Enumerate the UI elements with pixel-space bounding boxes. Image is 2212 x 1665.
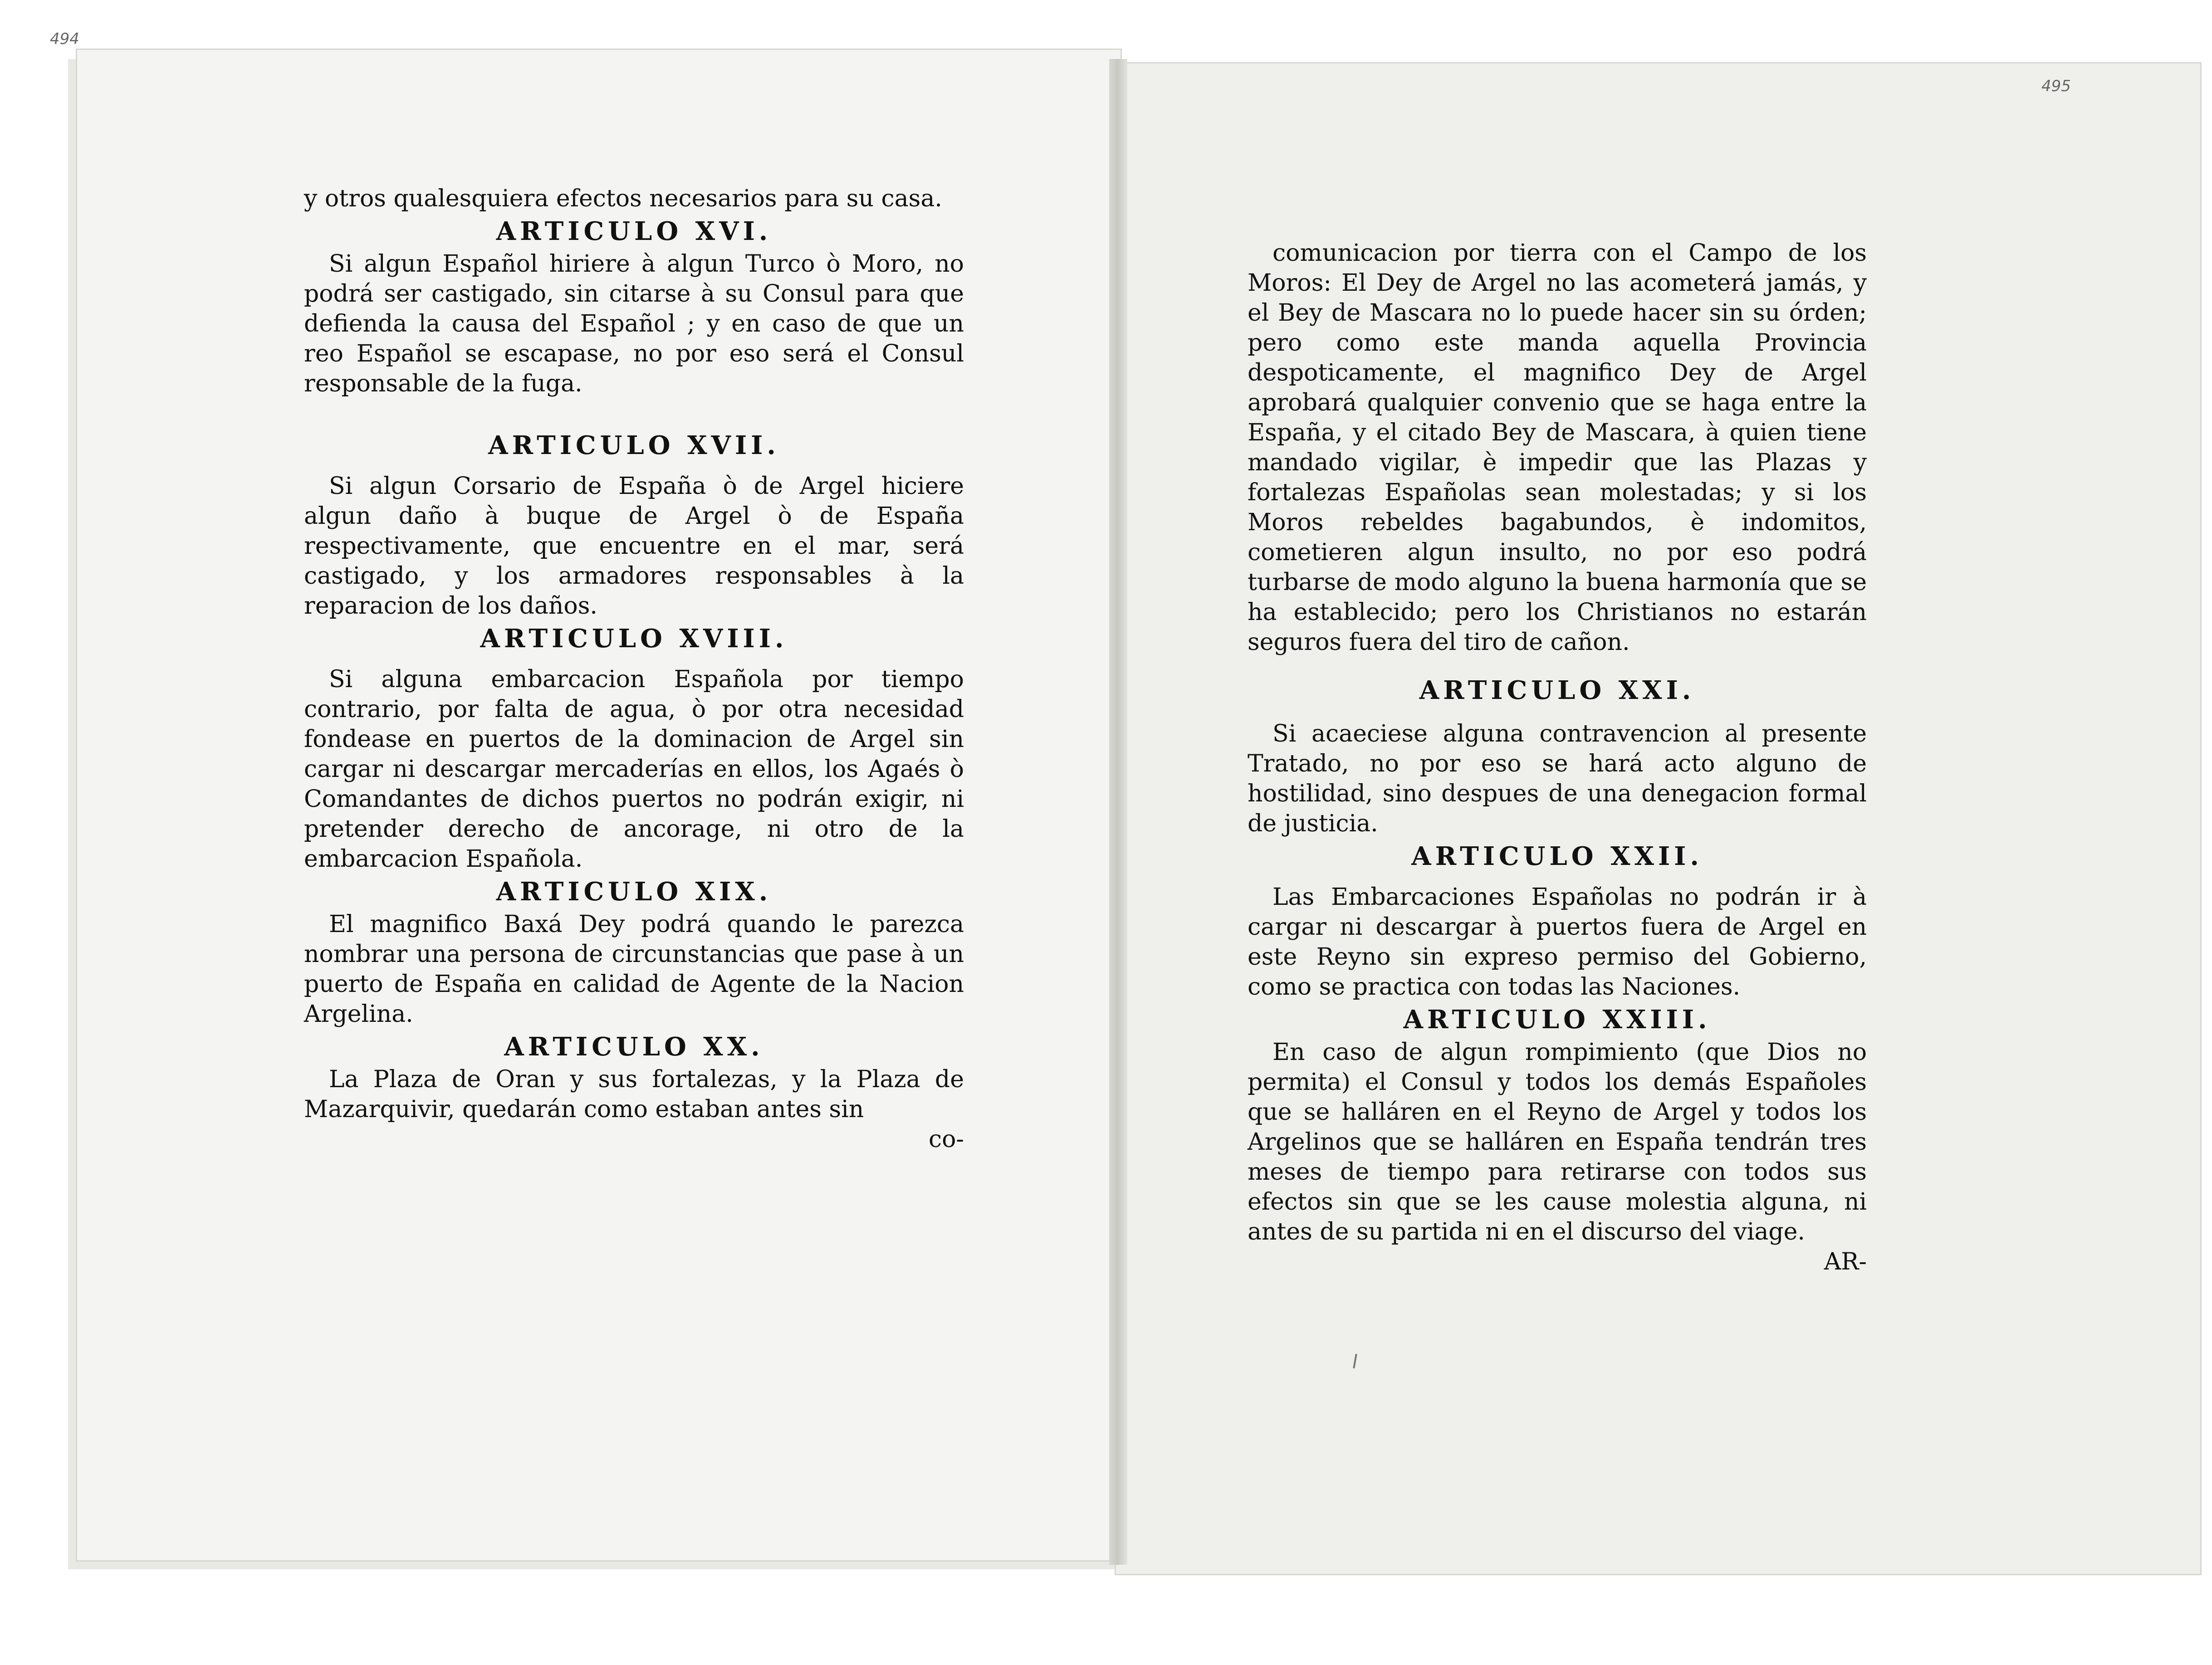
- carryover-line: y otros qualesquiera efectos necesarios para su casa.: [304, 185, 942, 212]
- article-21-heading: ARTICULO XXI.: [1419, 675, 1695, 705]
- article-22-heading: ARTICULO XXII.: [1411, 841, 1703, 871]
- article-16-text: Si algun Español hiriere à algun Turco ò Moro, no podrá ser castigado, sin citarse à su Consul para que defienda la causa del Español ; y en caso de que un reo Español se escapase, no por eso será el Consul responsable de la fuga.: [304, 250, 964, 397]
- article-19-heading: ARTICULO XIX.: [496, 877, 772, 907]
- article-17-text: Si algun Corsario de España ò de Argel hiciere algun daño à buque de Argel ò de España respectivamente, que encuentre en el mar, será castigado, y los armadores responsables à la reparacion de los daños.: [304, 473, 964, 620]
- right-catchword: AR-: [1824, 1248, 1867, 1275]
- article-21-text: Si acaeciese alguna contravencion al presente Tratado, no por eso se hará acto alguno de hostilidad, sino despues de una denegacion formal de justicia.: [1248, 720, 1867, 837]
- left-catchword: co-: [929, 1126, 964, 1153]
- article-23-heading: ARTICULO XXIII.: [1403, 1005, 1711, 1035]
- right-text-column: [1248, 238, 1867, 1277]
- article-20-continuation: comunicacion por tierra con el Campo de los Moros: El Dey de Argel no las acometerá jamás, y el Bey de Mascara no lo puede hacer sin su órden; pero como este manda aquella Provincia despoticamente, el magnifico Dey de Argel aprobará qualquier convenio que se haga entre la España, y el citado Bey de Mascara, à quien tiene mandado vigilar, è impedir que las Plazas y fortalezas Españolas sean molestadas; y si los Moros rebeldes bagabundos, è indomitos, cometieren algun insulto, no por eso podrá turbarse de modo alguno la buena harmonía que se ha establecido; pero los Christianos no estarán seguros fuera del tiro de cañon.: [1248, 239, 1867, 656]
- article-20-text: La Plaza de Oran y sus fortalezas, y la Plaza de Mazarquivir, quedarán como estaban antes sin: [304, 1066, 964, 1123]
- article-20-heading: ARTICULO XX.: [504, 1032, 764, 1062]
- article-19-text: El magnifico Baxá Dey podrá quando le parezca nombrar una persona de circunstancias que pase à un puerto de España en calidad de Agente de la Nacion Argelina.: [304, 911, 964, 1028]
- article-23-text: En caso de algun rompimiento (que Dios no permita) el Consul y todos los demás Españoles que se halláren en el Reyno de Argel y todos los Argelinos que se halláren en España tendrán tres meses de tiempo para retirarse con todos sus efectos sin que se les cause molestia alguna, ni antes de su partida ni en el discurso del viage.: [1248, 1039, 1867, 1245]
- left-folio-number: 494: [50, 30, 79, 48]
- article-22-text: Las Embarcaciones Españolas no podrán ir à cargar ni descargar à puertos fuera de Argel en este Reyno sin expreso permiso del Gobierno, como se practica con todas las Naciones.: [1248, 884, 1867, 1001]
- article-16-heading: ARTICULO XVI.: [496, 216, 772, 246]
- article-18-text: Si alguna embarcacion Española por tiempo contrario, por falta de agua, ò por otra necesidad fondease en puertos de la dominacion de Argel sin cargar ni descargar mercaderías en ellos, los Agaés ò Comandantes de dichos puertos no podrán exigir, ni pretender derecho de ancorage, ni otro de la embarcacion Española.: [304, 666, 964, 873]
- left-text-column: [304, 184, 964, 1154]
- article-18-heading: ARTICULO XVIII.: [480, 624, 788, 654]
- article-17-heading: ARTICULO XVII.: [488, 430, 780, 460]
- book-gutter: [1109, 59, 1127, 1565]
- right-folio-number: 495: [2041, 77, 2071, 95]
